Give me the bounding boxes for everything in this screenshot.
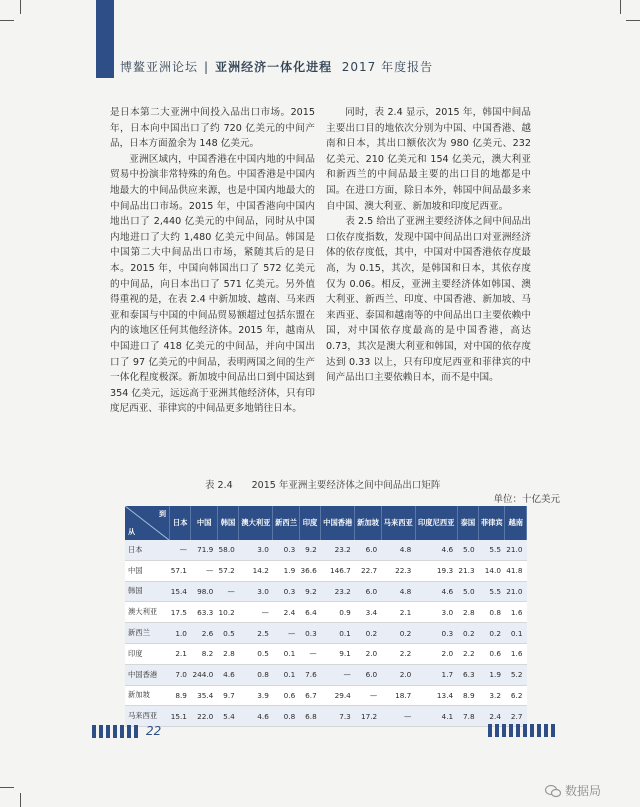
table-cell: 57.2 <box>217 560 238 581</box>
column-header: 越南 <box>505 506 527 540</box>
table-cell: 6.8 <box>299 706 320 727</box>
table-cell: 6.3 <box>457 664 478 685</box>
column-header: 菲律宾 <box>479 506 505 540</box>
table-header-row <box>125 506 527 540</box>
table-cell: 0.1 <box>321 623 355 644</box>
table-cell: 7.6 <box>299 664 320 685</box>
table-cell: 22.7 <box>355 560 381 581</box>
running-header: 博鳌亚洲论坛 | 亚洲经济一体化进程 2017 年度报告 <box>120 60 434 74</box>
table-cell: 5.4 <box>217 706 238 727</box>
table-cell: 21.0 <box>505 581 527 602</box>
table-cell: 21.0 <box>505 540 527 560</box>
table-cell: 1.6 <box>505 602 527 623</box>
table-cell: — <box>273 623 299 644</box>
table-row <box>125 602 527 623</box>
table-cell: 3.0 <box>415 602 457 623</box>
crop-mark <box>0 20 14 21</box>
table-row <box>125 664 527 685</box>
table-cell: 2.1 <box>170 643 191 664</box>
table-cell: 5.2 <box>505 664 527 685</box>
table-cell: 14.0 <box>479 560 505 581</box>
table-cell: 0.6 <box>273 685 299 706</box>
table-cell: 0.2 <box>355 623 381 644</box>
column-header: 泰国 <box>457 506 478 540</box>
table-row <box>125 540 527 560</box>
header-accent-bar <box>96 0 114 78</box>
table-cell: 0.3 <box>273 540 299 560</box>
row-header: 中国 <box>125 560 170 581</box>
table-cell: 3.0 <box>239 581 273 602</box>
table-cell: 2.6 <box>191 623 217 644</box>
table-cell: 0.2 <box>479 623 505 644</box>
table-cell: 22.0 <box>191 706 217 727</box>
table-row <box>125 706 527 727</box>
table-cell: 23.2 <box>321 581 355 602</box>
table-cell: 2.8 <box>457 602 478 623</box>
table-cell: — <box>239 602 273 623</box>
table-cell: 35.4 <box>191 685 217 706</box>
table-row <box>125 685 527 706</box>
table-cell: 2.4 <box>479 706 505 727</box>
table-cell: 0.8 <box>479 602 505 623</box>
table-cell: — <box>170 540 191 560</box>
table-cell: 5.0 <box>457 581 478 602</box>
footer-ticks-right <box>488 724 555 737</box>
table-caption: 表 2.4 2015 年亚洲主要经济体之间中间品出口矩阵 <box>205 480 441 491</box>
column-header: 日本 <box>170 506 191 540</box>
table-cell: 1.9 <box>273 560 299 581</box>
table-cell: 21.3 <box>457 560 478 581</box>
footer-ticks <box>92 725 138 738</box>
table-cell: 23.2 <box>321 540 355 560</box>
table-cell: 0.3 <box>273 581 299 602</box>
left-text-column <box>110 105 315 417</box>
table-cell: 9.2 <box>299 540 320 560</box>
table-corner-cell <box>125 506 170 540</box>
table-cell: 0.1 <box>273 643 299 664</box>
table-cell: 1.9 <box>479 664 505 685</box>
table-cell: 3.9 <box>239 685 273 706</box>
corner-from-label: 从 <box>128 528 135 536</box>
table-cell: 13.4 <box>415 685 457 706</box>
table-cell: 9.7 <box>217 685 238 706</box>
table-cell: 6.0 <box>355 664 381 685</box>
paragraph: 同时，表 2.4 显示，2015 年，韩国中间品主要出口目的地依次分别为中国、中国香港、越南和日本，其出口额依次为 980 亿美元、232 亿美元、210 亿美元和 154 亿美元，澳大利亚和新西兰的中间品最主要的出口目的地都是中国。在进口方面，除日本外，韩国中间品最多来自中国、澳大利亚、新加坡和印度尼西亚。 <box>326 107 531 212</box>
table-cell: 2.4 <box>273 602 299 623</box>
wechat-icon <box>545 784 561 798</box>
table-cell: 6.0 <box>355 540 381 560</box>
table-cell: 19.3 <box>415 560 457 581</box>
header-report: 亚洲经济一体化进程 <box>215 60 333 74</box>
table-cell: 0.1 <box>273 664 299 685</box>
export-matrix-table <box>125 506 527 727</box>
table-cell: 58.0 <box>217 540 238 560</box>
table-cell: 146.7 <box>321 560 355 581</box>
paragraph: 表 2.5 给出了亚洲主要经济体之间中间品出口依存度指数，发现中国中间品出口对亚洲经济体的依存度低，其中，中国对中国香港依存度最高，为 0.15，其次，是韩国和日本，其依存度仅为 0.06。相反，亚洲主要经济体如韩国、澳大利亚、新西兰、印度、中国香港、新加坡、马来西亚、泰国和越南等的中间品出口主要依赖中国，对中国依存度最高的是中国香港，高达 0.73，其次是澳大利亚和韩国，对中国的依存度达到 0.33 以上，只有印度尼西亚和菲律宾的中间产品出口主要依赖日本，而不是中国。 <box>326 216 531 384</box>
table-cell: 244.0 <box>191 664 217 685</box>
table-cell: — <box>299 643 320 664</box>
row-header: 日本 <box>125 540 170 560</box>
row-header: 中国香港 <box>125 664 170 685</box>
table-cell: 3.4 <box>355 602 381 623</box>
table-cell: 5.5 <box>479 540 505 560</box>
table-cell: 41.8 <box>505 560 527 581</box>
table-cell: 18.7 <box>381 685 415 706</box>
column-header: 澳大利亚 <box>239 506 273 540</box>
paragraph: 是日本第二大亚洲中间投入品出口市场。2015 年，日本向中国出口了约 720 亿美元的中间产品，日本方面盈余为 148 亿美元。 <box>110 107 315 150</box>
table-cell: 0.9 <box>321 602 355 623</box>
watermark-text: 数据局 <box>565 784 602 798</box>
corner-to-label: 到 <box>159 510 166 518</box>
table-cell: 0.6 <box>479 643 505 664</box>
table-cell: 36.6 <box>299 560 320 581</box>
table-cell: 14.2 <box>239 560 273 581</box>
table-cell: 2.7 <box>505 706 527 727</box>
table-cell: 2.0 <box>415 643 457 664</box>
table-cell: 7.3 <box>321 706 355 727</box>
table-cell: 0.3 <box>415 623 457 644</box>
table-row <box>125 643 527 664</box>
table-cell: 7.8 <box>457 706 478 727</box>
table-cell: 4.6 <box>415 581 457 602</box>
table-cell: 0.5 <box>239 643 273 664</box>
table-body <box>125 540 527 727</box>
table-cell: 0.8 <box>273 706 299 727</box>
table-cell: 2.2 <box>457 643 478 664</box>
crop-mark <box>20 793 21 807</box>
table-cell: 0.1 <box>505 623 527 644</box>
row-header: 新加坡 <box>125 685 170 706</box>
table-cell: 6.4 <box>299 602 320 623</box>
table-cell: 4.1 <box>415 706 457 727</box>
table-cell: — <box>217 581 238 602</box>
header-forum: 博鳌亚洲论坛 <box>120 60 199 74</box>
table-cell: 3.2 <box>479 685 505 706</box>
table-cell: 1.0 <box>170 623 191 644</box>
column-header: 韩国 <box>217 506 238 540</box>
table-cell: 0.5 <box>217 623 238 644</box>
table-cell: 0.3 <box>299 623 320 644</box>
table-cell: 0.2 <box>457 623 478 644</box>
row-header: 韩国 <box>125 581 170 602</box>
table-cell: 17.5 <box>170 602 191 623</box>
table-cell: 63.3 <box>191 602 217 623</box>
table-cell: 29.4 <box>321 685 355 706</box>
row-header: 印度 <box>125 643 170 664</box>
column-header: 印度尼西亚 <box>415 506 457 540</box>
right-text-column <box>326 105 531 386</box>
table-cell: 98.0 <box>191 581 217 602</box>
table-row <box>125 623 527 644</box>
table-cell: — <box>321 664 355 685</box>
table-cell: 57.1 <box>170 560 191 581</box>
table-cell: 0.8 <box>239 664 273 685</box>
watermark <box>545 782 601 799</box>
table-cell: 3.0 <box>239 540 273 560</box>
table-cell: 4.6 <box>239 706 273 727</box>
column-header: 新加坡 <box>355 506 381 540</box>
row-header: 新西兰 <box>125 623 170 644</box>
crop-mark <box>620 0 621 14</box>
table-cell: 15.4 <box>170 581 191 602</box>
table-cell: 6.2 <box>505 685 527 706</box>
table-cell: 2.1 <box>381 602 415 623</box>
column-header: 新西兰 <box>273 506 299 540</box>
table-cell: 6.7 <box>299 685 320 706</box>
page-number: 22 <box>146 724 162 738</box>
table-cell: 1.7 <box>415 664 457 685</box>
crop-mark <box>20 0 21 14</box>
table-cell: — <box>381 706 415 727</box>
table-cell: 6.0 <box>355 581 381 602</box>
table-cell: 2.2 <box>381 643 415 664</box>
table-cell: 15.1 <box>170 706 191 727</box>
table-unit: 单位：十亿美元 <box>493 494 560 505</box>
table-cell: 0.2 <box>381 623 415 644</box>
table-cell: 2.5 <box>239 623 273 644</box>
table-cell: 4.6 <box>415 540 457 560</box>
table-cell: 71.9 <box>191 540 217 560</box>
table-cell: 22.3 <box>381 560 415 581</box>
table-cell: 2.0 <box>381 664 415 685</box>
table-cell: 5.0 <box>457 540 478 560</box>
table-cell: 1.6 <box>505 643 527 664</box>
row-header: 澳大利亚 <box>125 602 170 623</box>
crop-mark <box>626 20 640 21</box>
table-row <box>125 560 527 581</box>
crop-mark <box>0 787 14 788</box>
table-cell: 10.2 <box>217 602 238 623</box>
table-cell: 4.6 <box>217 664 238 685</box>
table-cell: — <box>191 560 217 581</box>
table-cell: 2.8 <box>217 643 238 664</box>
table-cell: — <box>355 685 381 706</box>
row-header: 马来西亚 <box>125 706 170 727</box>
table-cell: 4.8 <box>381 540 415 560</box>
table-cell: 9.1 <box>321 643 355 664</box>
paragraph: 亚洲区域内，中国香港在中国内地的中间品贸易中扮演非常特殊的角色。中国香港是中国内地最大的中间品供应来源，也是中国内地最大的中间品出口市场。2015 年，中国香港向中国内地出口了 2,440 亿美元的中间品，同时从中国内地进口了大约 1,480 亿美元中间品。韩国是中国第二大中间品出口市场，紧随其后的是日本。2015 年，中国向韩国出口了 572 亿美元的中间品，向日本出口了 571 亿美元。另外值得重视的是，在表 2.4 中新加坡、越南、马来西亚和泰国与中国的中间品贸易额超过包括东盟在内的该地区任何其他经济体。2015 年，越南从中国进口了 418 亿美元的中间品，并向中国出口了 97 亿美元的中间品，表明两国之间的生产一体化程度极深。新加坡中间品出口到中国达到 354 亿美元，远远高于亚洲其他经济体，只有印度尼西亚、菲律宾的中间品更多地销往日本。 <box>110 153 315 415</box>
table-row <box>125 581 527 602</box>
column-header: 中国 <box>191 506 217 540</box>
table-cell: 7.0 <box>170 664 191 685</box>
header-year: 2017 年度报告 <box>341 60 434 74</box>
column-header: 印度 <box>299 506 320 540</box>
table-cell: 4.8 <box>381 581 415 602</box>
table-cell: 8.9 <box>170 685 191 706</box>
table-cell: 5.5 <box>479 581 505 602</box>
table-cell: 17.2 <box>355 706 381 727</box>
column-header: 马来西亚 <box>381 506 415 540</box>
table-cell: 8.9 <box>457 685 478 706</box>
table-cell: 8.2 <box>191 643 217 664</box>
table-cell: 9.2 <box>299 581 320 602</box>
column-header: 中国香港 <box>321 506 355 540</box>
page-footer <box>92 724 161 738</box>
table-cell: 2.0 <box>355 643 381 664</box>
